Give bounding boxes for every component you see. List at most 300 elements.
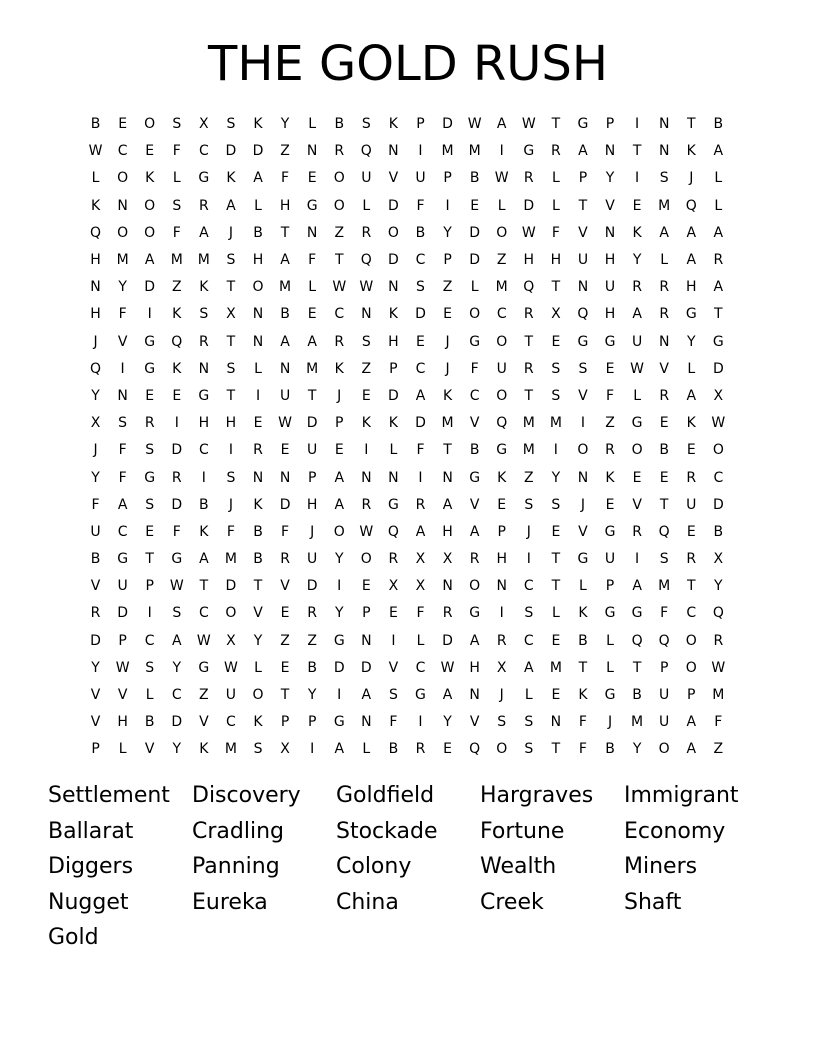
grid-letter: O (577, 442, 589, 459)
word-bank-item: Diggers (48, 854, 134, 880)
grid-letter: E (551, 523, 561, 540)
grid-letter: J (93, 442, 98, 459)
grid-letter: L (714, 197, 723, 214)
grid-letter: P (389, 360, 398, 377)
grid-letter: M (197, 252, 210, 269)
grid-letter: U (225, 687, 237, 704)
grid-letter: M (631, 714, 644, 731)
grid-letter: U (686, 496, 697, 513)
grid-letter: E (416, 333, 425, 350)
grid-letter: M (522, 415, 535, 432)
word-bank-item: Hargraves (480, 783, 594, 808)
grid-letter: F (308, 252, 317, 269)
grid-row (82, 437, 742, 464)
grid-letter: B (253, 523, 263, 540)
grid-letter: J (689, 170, 694, 187)
grid-letter: T (443, 442, 452, 459)
grid-letter: B (280, 306, 290, 323)
grid-letter: R (415, 496, 426, 513)
grid-letter: V (117, 333, 128, 350)
grid-letter: Q (469, 741, 481, 758)
grid-letter: W (278, 415, 292, 432)
page-title: THE GOLD RUSH (208, 36, 608, 92)
grid-letter: F (470, 360, 479, 377)
grid-letter: E (686, 442, 696, 459)
grid-row (82, 111, 742, 138)
grid-letter: T (524, 387, 534, 404)
grid-letter: E (443, 306, 452, 323)
grid-letter: A (469, 632, 480, 649)
grid-letter: E (388, 605, 398, 622)
grid-letter: A (632, 306, 642, 323)
grid-letter: R (307, 605, 318, 622)
grid-letter: W (332, 279, 347, 296)
grid-letter: G (496, 442, 508, 459)
grid-letter: D (306, 415, 318, 432)
grid-letter: I (635, 170, 640, 187)
grid-letter: Q (631, 632, 643, 649)
grid-letter: Y (686, 333, 696, 350)
grid-letter: V (90, 687, 101, 704)
grid-letter: V (144, 741, 155, 758)
grid-letter: F (172, 143, 181, 160)
grid-letter: N (361, 714, 372, 731)
grid-letter: E (551, 632, 561, 649)
grid-letter: G (144, 469, 156, 486)
grid-letter: R (632, 523, 642, 540)
grid-letter: O (631, 442, 643, 459)
grid-letter: R (144, 415, 155, 432)
grid-letter: T (632, 143, 642, 160)
grid-letter: L (551, 605, 560, 622)
grid-letter: L (362, 741, 371, 758)
grid-letter: D (171, 496, 183, 513)
grid-letter: R (415, 741, 426, 758)
grid-letter: Z (280, 632, 290, 649)
grid-letter: R (496, 632, 507, 649)
grid-letter: H (252, 252, 264, 269)
grid-letter: A (117, 496, 128, 513)
grid-letter: G (712, 333, 724, 350)
grid-letter: G (144, 333, 156, 350)
grid-letter: U (307, 442, 318, 459)
grid-letter: Y (307, 687, 317, 704)
grid-letter: A (442, 496, 453, 513)
grid-letter: A (171, 632, 182, 649)
grid-letter: O (117, 170, 129, 187)
grid-letter: H (388, 333, 399, 350)
grid-letter: M (441, 415, 454, 432)
grid-letter: O (144, 116, 156, 133)
grid-row (82, 247, 742, 274)
grid-letter: R (198, 197, 209, 214)
grid-letter: K (497, 469, 507, 486)
grid-letter: I (580, 415, 586, 432)
grid-letter: O (685, 632, 697, 649)
word-bank-item: Nugget (48, 889, 129, 915)
grid-letter: F (714, 714, 723, 731)
grid-row (82, 573, 742, 600)
grid-letter: A (686, 741, 697, 758)
grid-letter: S (659, 551, 669, 568)
grid-letter: E (632, 197, 642, 214)
grid-letter: F (281, 523, 290, 540)
grid-letter: M (441, 143, 454, 160)
grid-letter: N (550, 714, 562, 731)
grid-letter: P (335, 415, 344, 432)
grid-letter: G (604, 333, 616, 350)
grid-letter: P (362, 605, 371, 622)
grid-letter: O (360, 551, 372, 568)
grid-letter: K (334, 360, 344, 377)
grid-letter: G (631, 605, 643, 622)
grid-row (82, 301, 742, 328)
grid-letter: I (228, 442, 233, 459)
grid-letter: U (659, 687, 670, 704)
grid-letter: I (418, 143, 423, 160)
grid-letter: Q (360, 143, 372, 160)
grid-letter: R (388, 551, 399, 568)
grid-letter: L (606, 632, 614, 649)
grid-letter: N (361, 306, 372, 323)
grid-letter: G (604, 687, 616, 704)
grid-letter: U (415, 170, 426, 187)
grid-letter: G (198, 659, 210, 676)
grid-letter: C (144, 632, 155, 649)
grid-letter: V (388, 170, 399, 187)
grid-letter: F (660, 605, 669, 622)
grid-letter: W (467, 116, 482, 133)
grid-letter: R (334, 333, 345, 350)
grid-letter: I (445, 197, 450, 214)
word-bank-item: Creek (480, 889, 544, 915)
grid-letter: T (145, 551, 154, 568)
grid-letter: W (630, 360, 645, 377)
grid-letter: R (713, 252, 724, 269)
grid-letter: D (388, 387, 399, 404)
grid-letter: D (442, 632, 453, 649)
grid-letter: E (551, 687, 561, 704)
grid-letter: T (686, 116, 696, 133)
grid-letter: P (118, 632, 127, 649)
grid-letter: H (685, 279, 697, 296)
grid-letter: Z (523, 469, 534, 486)
grid-letter: K (90, 197, 101, 214)
grid-row (82, 655, 742, 682)
word-bank-item: Eureka (192, 889, 268, 915)
grid-letter: Q (90, 224, 102, 241)
grid-letter: Y (91, 659, 100, 676)
grid-letter: A (334, 469, 345, 486)
grid-letter: G (333, 714, 345, 731)
grid-letter: G (198, 170, 210, 187)
grid-letter: L (91, 170, 100, 187)
grid-row (82, 193, 742, 220)
grid-letter: M (712, 687, 725, 704)
grid-letter: X (415, 551, 426, 568)
grid-letter: Y (253, 632, 263, 649)
grid-letter: H (279, 197, 291, 214)
grid-letter: C (496, 306, 507, 323)
grid-letter: I (391, 632, 396, 649)
grid-letter: K (578, 687, 588, 704)
grid-letter: B (90, 116, 101, 133)
grid-letter: D (171, 714, 183, 731)
grid-letter: J (580, 496, 586, 513)
grid-letter: I (418, 469, 423, 486)
grid-letter: O (658, 741, 670, 758)
grid-letter: B (334, 116, 345, 133)
grid-letter: R (686, 551, 697, 568)
grid-letter: K (388, 116, 398, 133)
grid-letter: M (306, 360, 319, 377)
grid-letter: K (632, 224, 642, 241)
grid-letter: I (526, 551, 531, 568)
grid-letter: L (606, 659, 614, 676)
grid-letter: C (415, 252, 426, 269)
grid-letter: C (415, 360, 426, 377)
grid-letter: I (201, 469, 206, 486)
grid-letter: P (605, 116, 615, 133)
grid-letter: E (632, 469, 642, 486)
grid-letter: E (280, 442, 290, 459)
grid-letter: K (578, 605, 588, 622)
grid-row (82, 274, 742, 301)
grid-row (82, 600, 742, 627)
grid-letter: A (496, 116, 507, 133)
grid-letter: Y (714, 578, 723, 595)
grid-letter: L (524, 687, 533, 704)
grid-letter: S (226, 469, 236, 486)
grid-letter: K (605, 469, 615, 486)
grid-letter: V (578, 387, 588, 404)
grid-letter: P (307, 469, 317, 486)
grid-letter: T (551, 116, 561, 133)
grid-letter: H (469, 659, 480, 676)
grid-letter: D (90, 632, 101, 649)
grid-letter: J (445, 360, 450, 377)
word-bank-item: Economy (624, 818, 726, 844)
grid-letter: W (169, 578, 184, 595)
grid-letter: K (361, 415, 371, 432)
grid-letter: E (551, 333, 561, 350)
grid-letter: L (470, 279, 479, 296)
grid-letter: N (361, 632, 372, 649)
word-bank-item: China (336, 889, 399, 915)
grid-letter: N (306, 143, 318, 160)
grid-row (82, 356, 742, 383)
grid-letter: F (551, 224, 560, 241)
grid-letter: W (359, 279, 374, 296)
grid-letter: W (711, 659, 726, 676)
grid-letter: H (306, 496, 318, 513)
grid-letter: N (279, 469, 291, 486)
grid-letter: N (306, 224, 318, 241)
grid-letter: G (306, 197, 318, 214)
grid-letter: N (388, 469, 399, 486)
grid-letter: Y (632, 741, 642, 758)
grid-letter: X (713, 551, 724, 568)
grid-letter: Q (685, 197, 697, 214)
grid-letter: T (334, 252, 344, 269)
grid-letter: B (469, 170, 480, 187)
grid-letter: P (280, 714, 290, 731)
grid-letter: K (686, 143, 696, 160)
grid-letter: F (578, 741, 587, 758)
grid-letter: K (253, 496, 263, 513)
grid-letter: V (632, 496, 642, 513)
grid-letter: A (144, 252, 155, 269)
grid-letter: S (145, 659, 155, 676)
grid-letter: X (496, 659, 507, 676)
grid-letter: M (495, 279, 508, 296)
grid-letter: A (713, 224, 724, 241)
grid-letter: N (604, 224, 616, 241)
grid-letter: A (226, 197, 236, 214)
grid-letter: E (280, 605, 290, 622)
grid-letter: A (361, 687, 372, 704)
grid-letter: R (551, 143, 561, 160)
grid-letter: P (578, 170, 588, 187)
grid-letter: P (497, 523, 506, 540)
grid-row (82, 628, 742, 655)
grid-letter: U (90, 523, 101, 540)
grid-letter: I (120, 360, 125, 377)
grid-letter: S (659, 170, 669, 187)
grid-letter: M (224, 741, 237, 758)
grid-letter: E (145, 387, 155, 404)
grid-letter: K (388, 306, 398, 323)
grid-letter: D (712, 360, 724, 377)
grid-letter: D (415, 415, 426, 432)
grid-row (82, 410, 742, 437)
grid-letter: L (172, 170, 181, 187)
grid-letter: K (199, 279, 209, 296)
grid-letter: R (632, 279, 642, 296)
grid-letter: W (521, 116, 536, 133)
grid-letter: F (389, 714, 398, 731)
grid-letter: B (253, 224, 263, 241)
grid-letter: Z (280, 143, 290, 160)
grid-letter: M (224, 551, 237, 568)
grid-letter: Z (496, 252, 507, 269)
grid-letter: K (442, 387, 453, 404)
grid-letter: N (252, 306, 264, 323)
word-bank-item: Wealth (480, 854, 557, 880)
grid-letter: Q (496, 415, 508, 432)
grid-letter: S (226, 252, 236, 269)
grid-letter: D (333, 659, 345, 676)
grid-letter: V (199, 714, 209, 731)
grid-letter: D (388, 252, 399, 269)
grid-letter: P (307, 714, 317, 731)
grid-letter: U (496, 360, 507, 377)
grid-letter: S (145, 496, 155, 513)
grid-letter: T (714, 306, 723, 323)
grid-letter: D (415, 306, 426, 323)
grid-letter: I (337, 687, 342, 704)
grid-letter: W (711, 415, 726, 432)
grid-letter: X (90, 415, 101, 432)
grid-letter: I (553, 442, 558, 459)
grid-letter: T (551, 578, 561, 595)
grid-letter: W (115, 659, 130, 676)
grid-letter: T (253, 578, 263, 595)
grid-letter: Y (605, 170, 615, 187)
grid-letter: T (280, 687, 290, 704)
grid-letter: N (388, 143, 399, 160)
grid-letter: W (224, 659, 238, 676)
grid-letter: P (605, 578, 615, 595)
grid-letter: H (117, 714, 128, 731)
grid-letter: I (635, 551, 640, 568)
grid-letter: R (90, 605, 101, 622)
grid-letter: A (334, 741, 345, 758)
grid-letter: A (334, 496, 345, 513)
grid-letter: L (254, 360, 262, 377)
grid-letter: V (469, 714, 480, 731)
grid-letter: J (499, 687, 504, 704)
grid-letter: Y (334, 605, 344, 622)
grid-letter: G (415, 687, 426, 704)
grid-letter: T (551, 279, 561, 296)
grid-letter: G (577, 333, 589, 350)
grid-letter: N (469, 687, 480, 704)
grid-letter: B (578, 632, 588, 649)
word-bank-item: Colony (336, 854, 412, 880)
word-bank (48, 778, 768, 956)
grid-letter: G (469, 333, 481, 350)
grid-letter: R (280, 551, 290, 568)
grid-letter: N (442, 578, 453, 595)
grid-letter: E (307, 170, 317, 187)
grid-letter: L (254, 197, 262, 214)
word-bank-item: Goldfield (336, 783, 435, 808)
grid-letter: N (577, 469, 589, 486)
grid-row (82, 546, 742, 573)
grid-letter: F (118, 306, 127, 323)
grid-letter: L (687, 360, 696, 377)
grid-letter: A (713, 143, 724, 160)
grid-letter: G (604, 523, 616, 540)
grid-letter: O (252, 279, 264, 296)
grid-letter: H (496, 551, 507, 568)
word-bank-item: Panning (192, 854, 280, 880)
grid-letter: R (253, 442, 263, 459)
grid-letter: L (633, 387, 641, 404)
grid-letter: P (416, 116, 425, 133)
grid-letter: K (226, 170, 236, 187)
grid-letter: F (281, 170, 290, 187)
grid-letter: E (118, 116, 128, 133)
grid-letter: R (659, 306, 670, 323)
grid-letter: N (658, 333, 670, 350)
grid-letter: G (604, 605, 616, 622)
grid-letter: G (631, 415, 643, 432)
grid-letter: I (147, 605, 152, 622)
grid-letter: L (362, 197, 371, 214)
grid-letter: C (226, 714, 236, 731)
grid-letter: D (360, 659, 372, 676)
grid-letter: U (117, 578, 128, 595)
grid-letter: W (440, 659, 455, 676)
grid-letter: W (196, 632, 211, 649)
grid-letter: I (364, 442, 369, 459)
grid-letter: Q (577, 306, 589, 323)
grid-letter: X (199, 116, 209, 133)
grid-row (82, 138, 742, 165)
grid-letter: R (361, 496, 372, 513)
